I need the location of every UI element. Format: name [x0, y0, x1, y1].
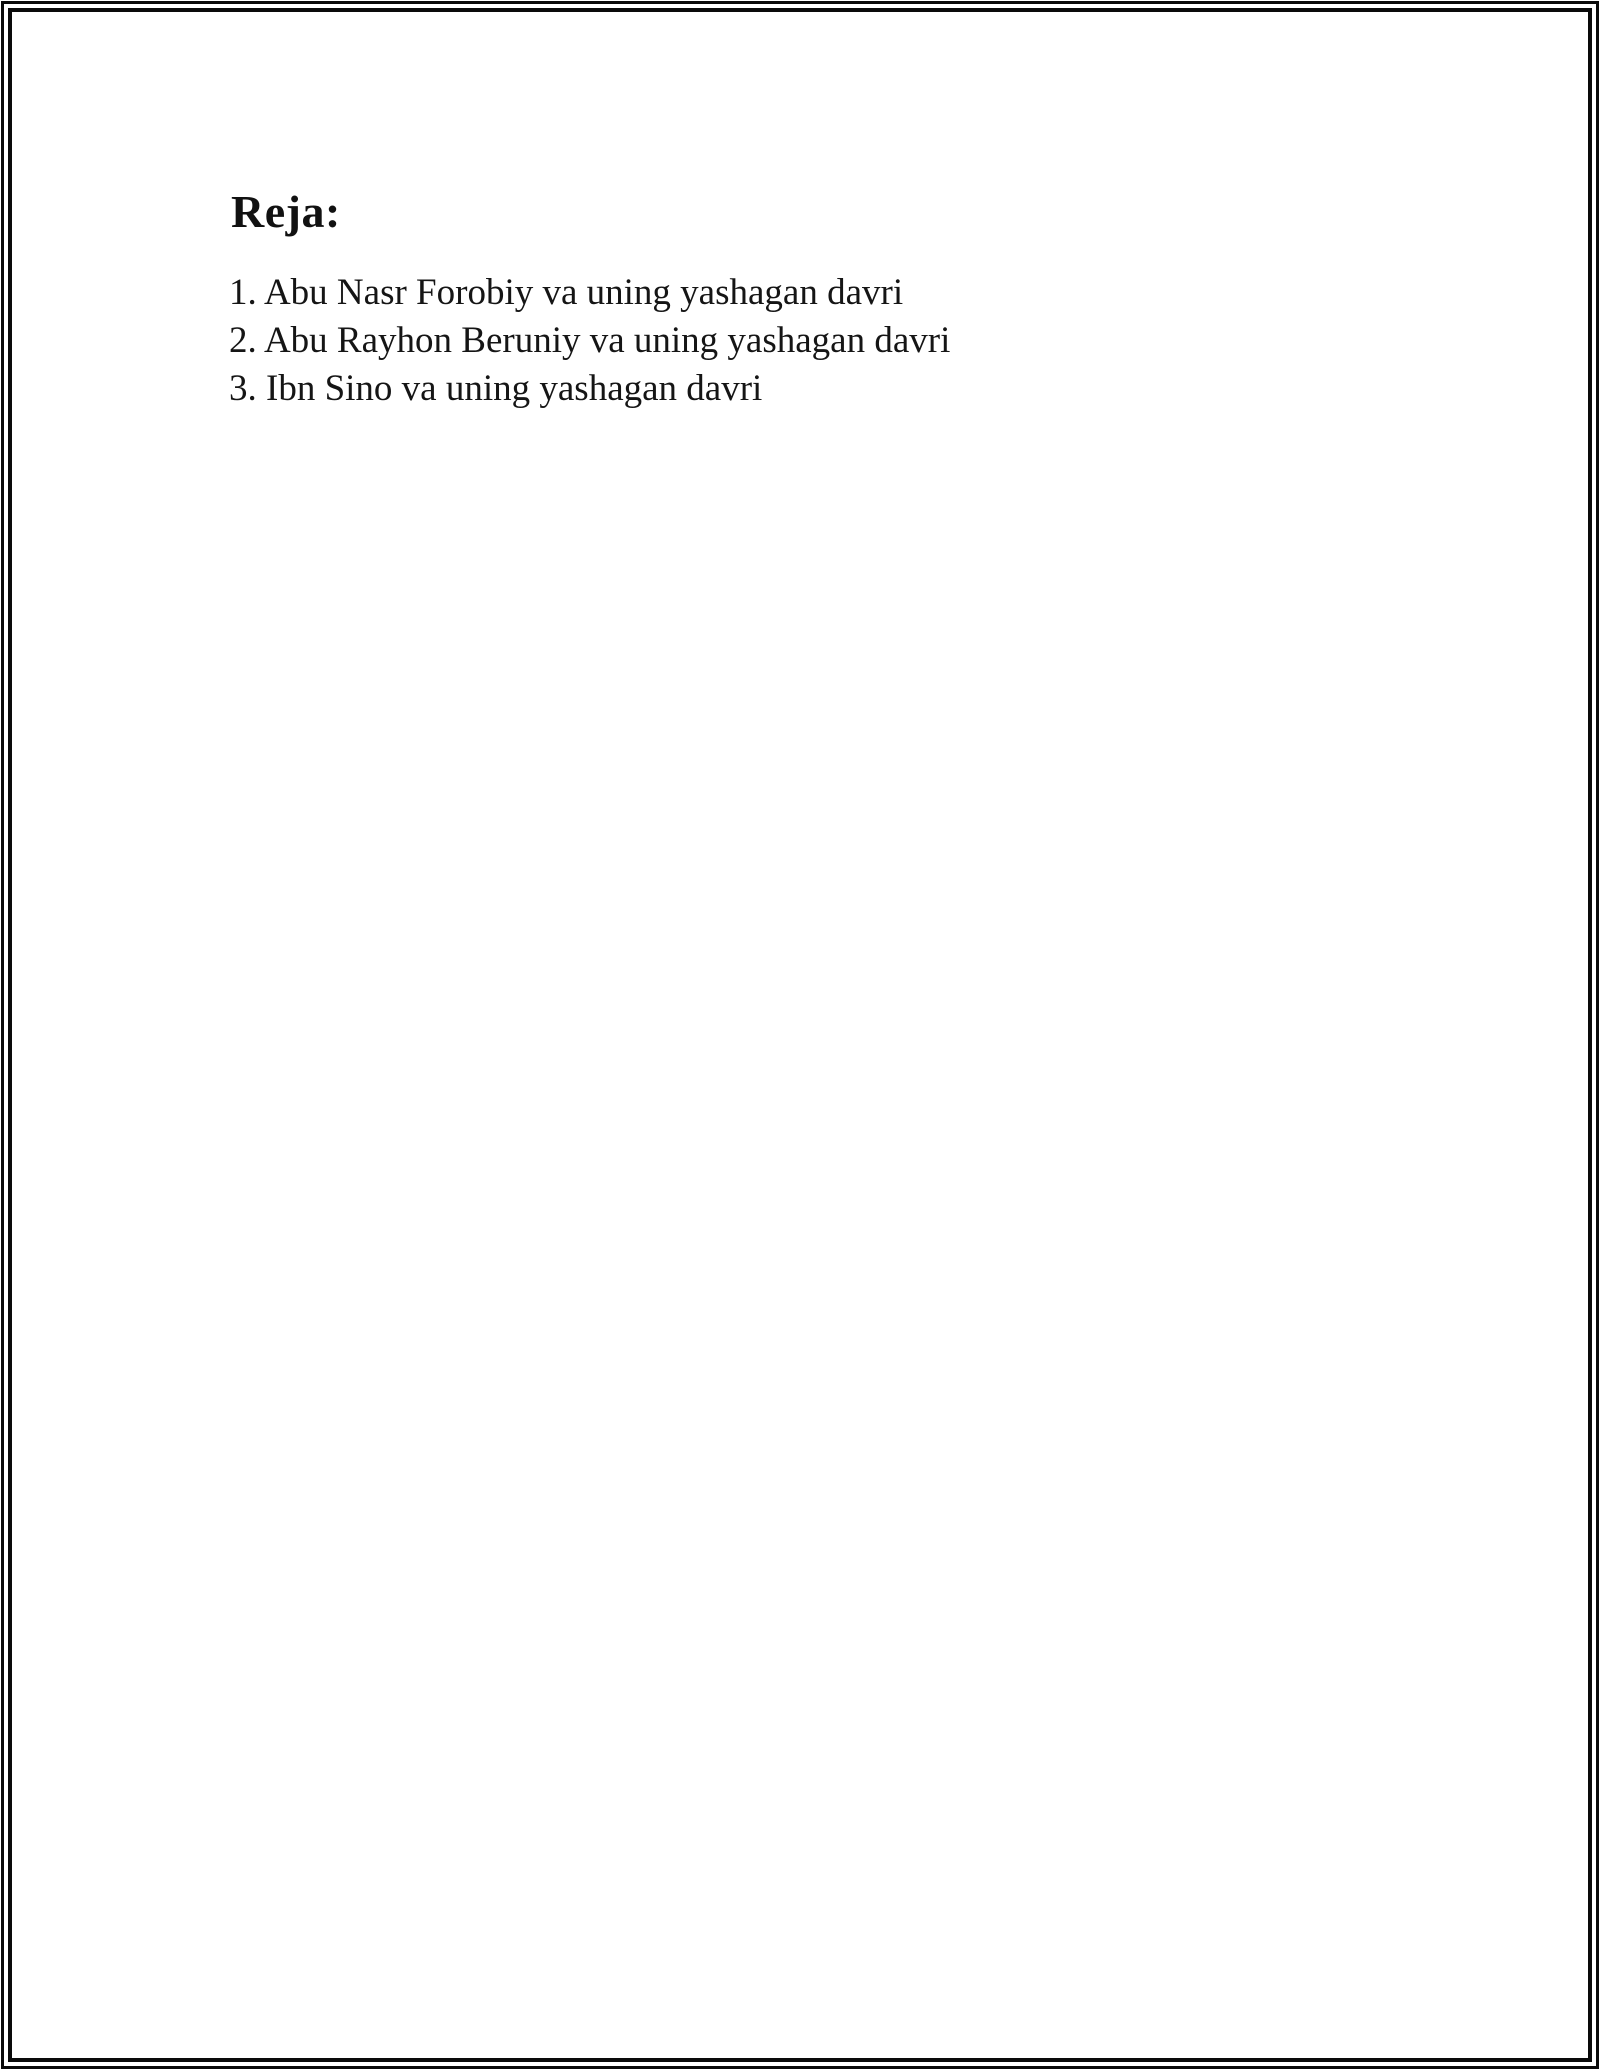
- plan-list-item: 3. Ibn Sino va uning yashagan davri: [229, 368, 763, 409]
- page-content: [11, 11, 1589, 2059]
- page-title: Reja:: [231, 186, 341, 237]
- plan-list-item: 2. Abu Rayhon Beruniy va uning yashagan davri: [229, 320, 951, 361]
- plan-list: [229, 269, 950, 413]
- plan-list-item: 1. Abu Nasr Forobiy va uning yashagan davri: [229, 272, 904, 313]
